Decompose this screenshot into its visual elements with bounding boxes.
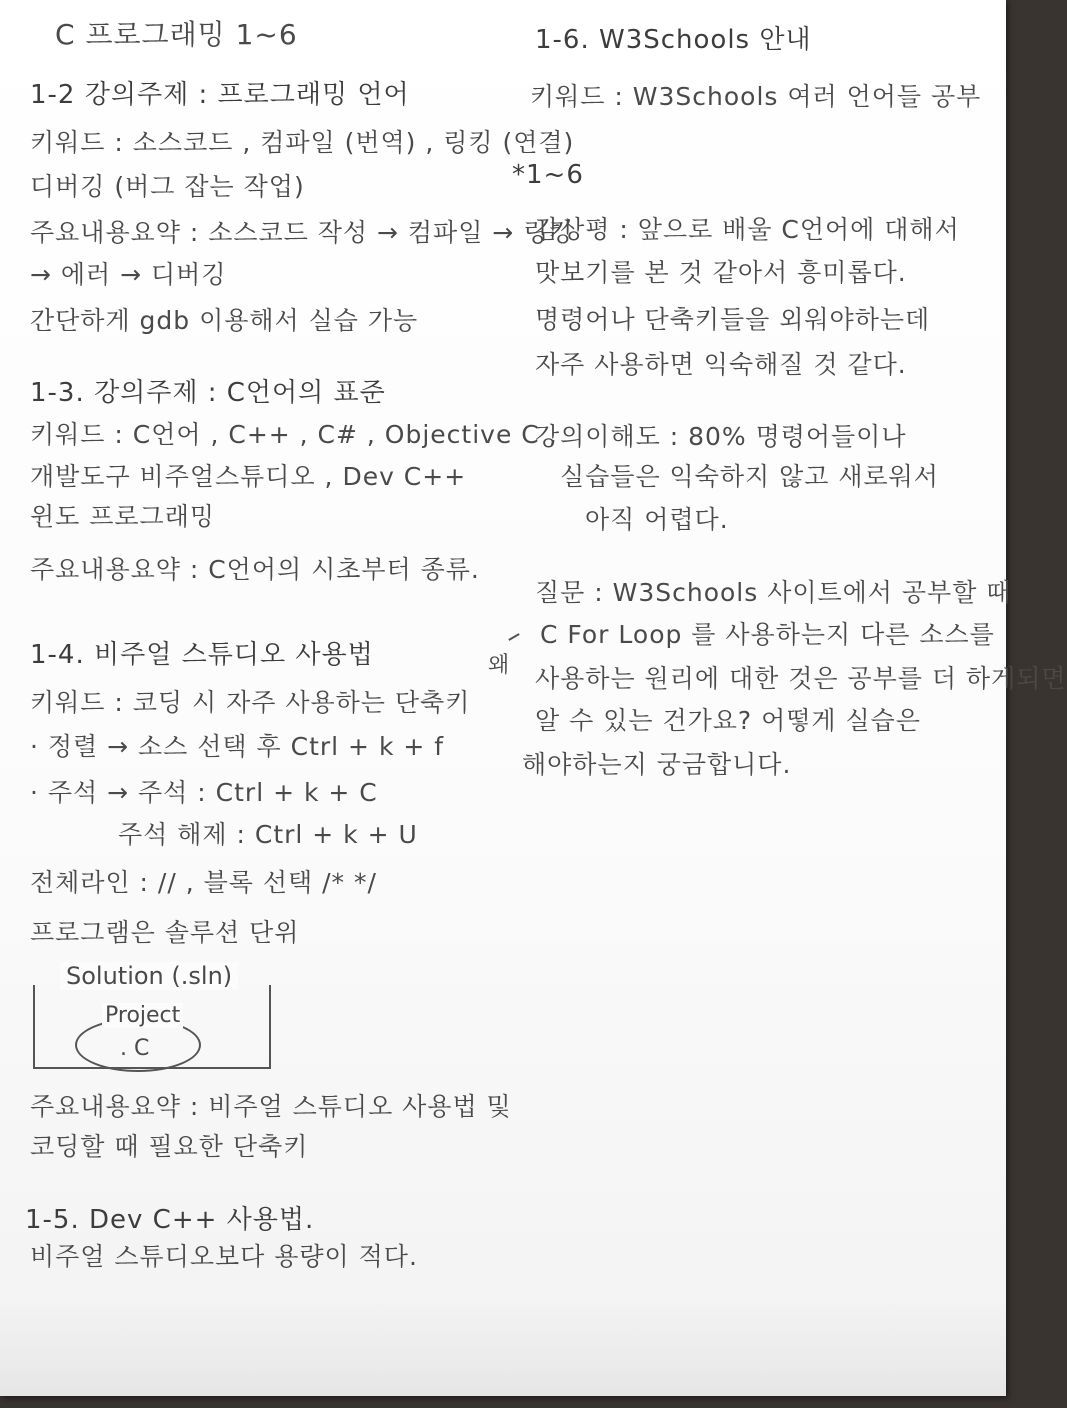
section-1-3-heading: 1-3. 강의주제 : C언어의 표준 [30, 378, 386, 408]
question-line: 알 수 있는 건가요? 어떻게 실습은 [535, 706, 921, 735]
section-1-4-heading: 1-4. 비주얼 스튜디오 사용법 [30, 640, 374, 670]
section-1-2-line: → 에러 → 디버깅 [30, 260, 227, 289]
question-line: 해야하는지 궁금합니다. [522, 750, 792, 779]
section-1-2-line: 간단하게 gdb 이용해서 실습 가능 [30, 306, 419, 335]
page-title: C 프로그래밍 1~6 [55, 18, 298, 51]
review-line: 감상평 : 앞으로 배울 C언어에 대해서 [535, 215, 960, 244]
understanding-line: 강의이해도 : 80% 명령어들이나 [535, 422, 907, 451]
review-line: 맛보기를 본 것 같아서 흥미롭다. [535, 258, 907, 287]
section-1-3-line: 주요내용요약 : C언어의 시초부터 종류. [30, 555, 480, 584]
solution-label: Solution (.sln) [60, 962, 238, 990]
section-1-3-line: 윈도 프로그래밍 [30, 502, 215, 531]
section-1-6-heading: 1-6. W3Schools 안내 [535, 25, 812, 55]
section-1-5-line: 비주얼 스튜디오보다 용량이 적다. [30, 1242, 418, 1271]
understanding-line: 아직 어렵다. [585, 505, 729, 534]
section-1-4-line: · 주석 → 주석 : Ctrl + k + C [30, 778, 378, 807]
section-1-2-heading: 1-2 강의주제 : 프로그래밍 언어 [30, 80, 410, 110]
paper-shadow [0, 1300, 1006, 1396]
question-line: 질문 : W3Schools 사이트에서 공부할 때 [535, 578, 1012, 607]
c-file-label: . C [120, 1036, 150, 1061]
section-1-6-line: 키워드 : W3Schools 여러 언어들 공부 [530, 82, 982, 111]
section-1-2-line: 주요내용요약 : 소스코드 작성 → 컴파일 → 링킹 [30, 218, 574, 247]
section-1-4-line: 키워드 : 코딩 시 자주 사용하는 단축키 [30, 688, 471, 717]
inserted-word: 왜 [488, 653, 510, 678]
review-line: 자주 사용하면 익숙해질 것 같다. [535, 350, 907, 379]
section-1-3-line: 키워드 : C언어 , C++ , C# , Objective C , [30, 420, 558, 449]
question-line: 사용하는 원리에 대한 것은 공부를 더 하게되면 [535, 664, 1067, 693]
section-1-4-line: 전체라인 : // , 블록 선택 /* */ [30, 868, 377, 897]
question-line: C For Loop 를 사용하는지 다른 소스를 [540, 620, 995, 649]
section-1-2-line: 디버깅 (버그 잡는 작업) [30, 172, 305, 201]
review-line: 명령어나 단축키들을 외워야하는데 [535, 305, 931, 334]
section-1-4-line: 프로그램은 솔루션 단위 [30, 918, 300, 947]
understanding-line: 실습들은 익숙하지 않고 새로워서 [560, 462, 939, 491]
section-1-4-line: · 정렬 → 소스 선택 후 Ctrl + k + f [30, 732, 445, 761]
review-heading: *1~6 [512, 160, 584, 190]
section-1-3-line: 개발도구 비주얼스튜디오 , Dev C++ [30, 462, 467, 491]
section-1-4-summary: 코딩할 때 필요한 단축키 [30, 1132, 309, 1161]
section-1-2-line: 키워드 : 소스코드 , 컴파일 (번역) , 링킹 (연결) [30, 128, 575, 157]
section-1-4-line: 주석 해제 : Ctrl + k + U [118, 820, 418, 849]
section-1-5-heading: 1-5. Dev C++ 사용법. [25, 1205, 315, 1235]
insert-mark [508, 633, 519, 641]
section-1-4-summary: 주요내용요약 : 비주얼 스튜디오 사용법 및 [30, 1092, 512, 1121]
project-label: Project [102, 1003, 183, 1028]
